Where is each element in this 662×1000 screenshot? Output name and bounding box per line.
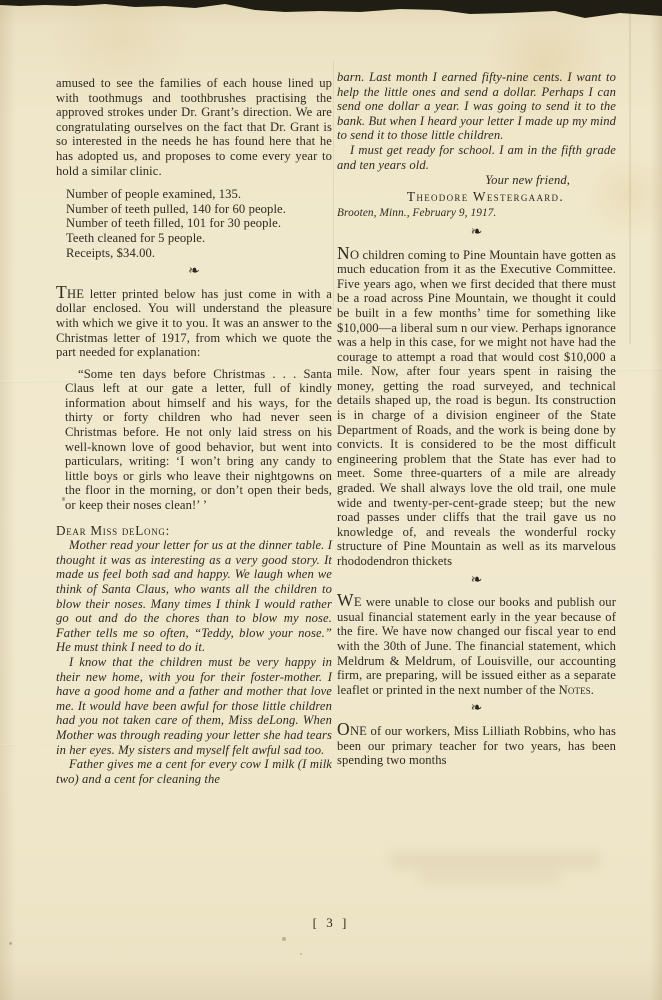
financial-section-paragraph — [337, 592, 616, 697]
stat-line: Receipts, $34.00. — [66, 245, 156, 260]
show-through-smudge — [390, 852, 600, 868]
letter-salutation: Dear Miss deLong: — [56, 522, 170, 538]
paragraph-text: O children coming to Pine Mountain have gotten as much education from it as the Executive Committee. Five years ago, when we first decided that there must be a road across Pine Mountain, we thought it could be built in a few months’ time for something like $10,000—a liberal sum n our view. Perhaps ignorance was a help in this case, for we might not have had the courage to attempt a road that would cost $10,000 a mile. Now, after four years spent in raising the money, getting the road surveyed, and technical details shaped up, the road is begun. Its construction is in charge of a division engineer of the State Department of Roads, and the work is being done by convicts. It is considered to be the most difficult engineering problem that the State has ever had to meet. Some three-quarters of a mile are already graded. We shall always love the old trail, one mule wide and twenty-per-cent-grade steep; but the new road passes under cliffs that the trail gave us no knowledge of, and reveals the wonderful rocky structure of Pine Mountain as well as its marvelous rhododendron thickets — [337, 247, 616, 568]
show-through-smudge — [420, 872, 560, 882]
letter-closing: Your new friend, — [485, 173, 570, 188]
letter-signature: Theodore Westergaard. — [406, 188, 564, 204]
paper-speck — [282, 937, 286, 941]
lead-capital: T — [56, 281, 67, 302]
paragraph-text: E were unable to close our books and publish our usual financial statement early in the year because of the fire. We have now changed our fiscal year to end with the 30th of June. The financial statement, which Meldrum & Meldrum, of Louisville, our accounting firm, are preparing, will be issued either as a separate leaflet or printed in the next number of the — [337, 595, 616, 697]
section-divider-ornament: ❧ — [470, 701, 483, 717]
vertical-fold-crease — [629, 14, 631, 344]
stat-line: Number of people examined, 135. — [66, 187, 242, 202]
torn-paper-top-edge — [0, 0, 662, 20]
letter-paragraph: Mother read your letter for us at the dinner table. I thought it was as interesting as a very good story. It made us feel both sad and happy. We laugh when we think of Santa Claus, who wants all the children to blow their noses. Many times I think I would rather go out and do the chores than to blow my nose. Father tells me so often, “Teddy, blow your nose.” He must think I need to do it. — [56, 538, 332, 655]
paper-speck — [9, 942, 12, 945]
right-column — [337, 70, 616, 768]
paper-speck — [300, 953, 302, 955]
road-section-paragraph — [337, 242, 616, 569]
stat-line: Number of teeth filled, 101 for 30 people. — [66, 216, 282, 231]
stat-line: Teeth cleaned for 5 people. — [66, 230, 206, 245]
letter-paragraph: I know that the children must be very happy in their new home, with you for their foster-mother. I have a good home and a father and mother that love me. It would have been awful for those little children had you not taken care of them, Miss deLong. When Mother was through reading your letter she had tears in her eyes. My sisters and myself felt awful sad too. — [56, 654, 332, 757]
letter-dateline: Brooten, Minn., February 9, 1917. — [337, 207, 497, 220]
body-paragraph-continuation: amused to see the families of each house lined up with toothmugs and toothbrushes practising the approved strokes under Dr. Grant’s direction. We are congratulating ourselves on the fact that Dr. Grant is so interested in the needs he has found here that he has adopted us, and proposes to come every year to hold a similar clinic. — [56, 76, 332, 178]
christmas-letter-quote: “Some ten days before Christmas . . . Santa Claus left at our gate a letter, full of kindly information about himself and his ways, for the thirty or forty children who had never seen Christmas before. He not only laid stress on his well-known love of good behavior, but went into particulars, writing: ‘I won’t bring any candy to little boys or girls who leave their nightgowns on the floor in the morning, or don’t open their beds, or keep their noses clean!’ ’ — [65, 366, 332, 513]
lead-capital: W — [337, 590, 354, 611]
letter-paragraph: I must get ready for school. I am in the fifth grade and ten years old. — [337, 142, 616, 172]
section-divider-ornament: ❧ — [470, 572, 483, 588]
notes-smallcaps-word: Notes — [558, 682, 591, 697]
letter-paragraph: Father gives me a cent for every cow I milk (I milk two) and a cent for cleaning the — [56, 757, 332, 786]
left-column — [56, 76, 332, 786]
letter-paragraph-continuation: barn. Last month I earned fifty-nine cents. I want to help the little ones and send a dollar. Perhaps I can send one dollar a year. I was going to send it to the bank. But when I heard your letter I made up my mind to send it to those little children. — [337, 70, 616, 143]
paragraph-text: NE of our workers, Miss Lilliath Robbins, who has been our primary teacher for two years, has been spending two months — [337, 723, 616, 768]
vertical-fold-crease — [333, 60, 334, 310]
letter-intro-paragraph — [56, 281, 332, 360]
paragraph-text: . — [590, 682, 595, 697]
stat-line: Number of teeth pulled, 140 for 60 people. — [66, 201, 286, 216]
section-divider-ornament: ❧ — [188, 264, 200, 280]
workers-section-paragraph — [337, 718, 616, 768]
lead-capital: O — [337, 718, 350, 739]
page-number: [ 3 ] — [312, 915, 350, 930]
paragraph-text: HE letter printed below has just come in with a dollar enclosed. You will understand the pleasure with which we give it to you. It was an answer to the Christmas letter of 1917, from which we quote the part needed for explanation: — [56, 286, 332, 360]
section-divider-ornament: ❧ — [470, 224, 483, 240]
clinic-stats-list — [66, 187, 332, 260]
lead-capital: N — [337, 242, 350, 263]
